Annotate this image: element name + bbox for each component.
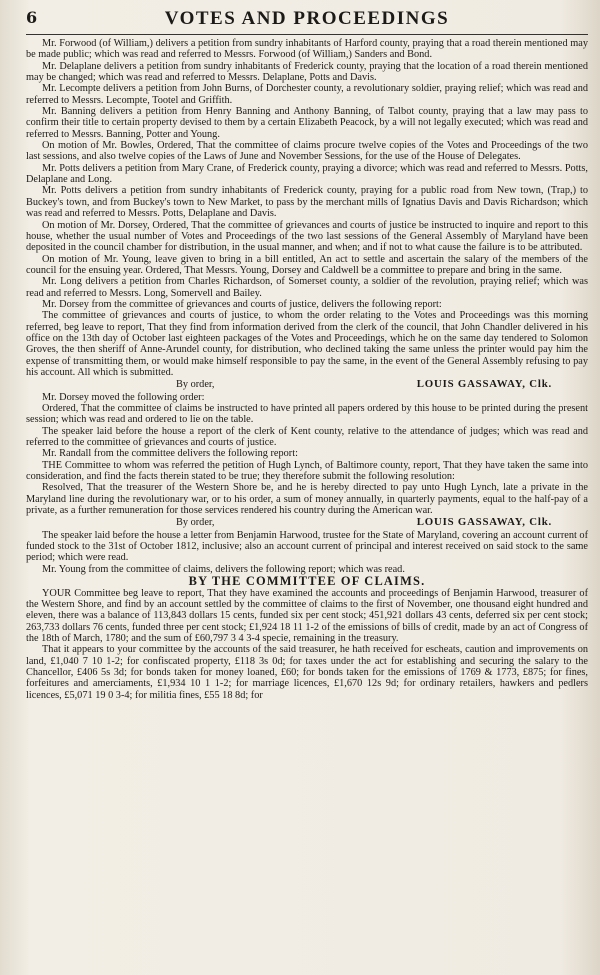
signature-block [26,517,588,528]
paragraph: Ordered, That the committee of claims be instructed to have printed all papers ordered by this house to be printed during the present session; which was read and ordered to lie on the table. [26,403,588,426]
paragraph: YOUR Committee beg leave to report, That they have examined the accounts and proceedings of Benjamin Harwood, treasurer of the Western Shore, and find by an account settled by the committee of claims to the first of November, one thousand eight hundred and eleven, there was a balance of 113,843 dollars 15 cents, funded six per cent stock; 451,921 dollars 43 cents, deferred six per cent stock; 263,733 dollars 76 cents, funded three per cent stock; £1,924 18 11 1-2 of the emissions of bills of credit, made by an act of Congress of the 18th of March, 1780; and the sum of £60,797 3 4 3-4 specie, remaining in the treasury. [26,587,588,644]
page-number: 6 [26,8,38,27]
by-order-label: By order, [176,379,215,391]
paragraph: Mr. Young from the committee of claims, delivers the following report; which was read. [42,563,405,575]
paragraph: Mr. Dorsey moved the following order: [42,391,205,403]
signature-block [26,379,588,390]
paragraph: That it appears to your committee by the accounts of the said treasurer, he hath received for escheats, caution and improvements on land, £1,040 7 10 1-2; for confiscated property, £118 3s 0d; for taxes under the act for establishing and securing the salary to the Chancellor, £406 5s 3d; for bonds taken for money loaned, £60; for bonds taken for the emissions of 1769 & 1773, £875; for fines, forfeitures and amerciaments, £1,934 10 1 1-2; for marriage licences, £1,670 12s 9d; for ordinary retailers, hawkers and pedlers licences, £5,071 19 0 3-4; for militia fines, £55 18 8d; for [26,644,588,701]
paragraph: Mr. Potts delivers a petition from Mary Crane, of Frederick county, praying a divorce; which was read and referred to Messrs. Potts, Delaplane and Long. [26,162,588,186]
paragraph: Mr. Banning delivers a petition from Henry Banning and Anthony Banning, of Talbot county, praying that a law may pass to confirm their title to certain property devised to them by a certain Elizabeth Peacock, by a will not legally executed; which was read and referred to Messrs. Banning, Potter and Young. [26,106,588,140]
paragraph: The speaker laid before the house a letter from Benjamin Harwood, trustee for the State of Maryland, covering an account current of funded stock to the 31st of October 1812, inclusive; also an account current of principal and interest received on said stock to the same period; which were read. [26,529,588,564]
paragraph: Mr. Lecompte delivers a petition from John Burns, of Dorchester county, a revolutionary soldier, praying relief; which was read and referred to Messrs. Lecompte, Tootel and Griffith. [26,83,588,106]
paragraph: Resolved, That the treasurer of the Western Shore be, and he is hereby directed to pay unto Hugh Lynch, late a private in the Maryland line during the revolutionary war, or to his order, a sum of money annually, in quarterly payments, equal to the half-pay of a private, as a further remuneration for those services rendered his country during the American war. [26,482,588,517]
paragraph: Mr. Forwood (of William,) delivers a petition from sundry inhabitants of Harford county, praying that a road therein mentioned may be made public; which was read and referred to Messrs. Forwood (of William,) Sanders and Bond. [26,38,588,61]
running-title: VOTES AND PROCEEDINGS [164,8,450,29]
paragraph: Mr. Delaplane delivers a petition from sundry inhabitants of Frederick county, praying that the location of a road therein mentioned may be changed; which was read and referred to Messrs. Delaplane, Potts and Davis. [26,60,588,84]
paragraph: Mr. Dorsey from the committee of grievances and courts of justice, delivers the following report: [42,298,442,310]
paragraph: Mr. Randall from the committee delivers the following report: [42,448,298,460]
clerk-signature: LOUIS GASSAWAY, Clk. [416,378,552,391]
body-text [26,38,588,701]
paragraph: The speaker laid before the house a report of the clerk of Kent county, relative to the attendance of judges; which was read and referred to the committee of grievances and courts of justice. [26,425,588,449]
paragraph: On motion of Mr. Bowles, Ordered, That the committee of claims procure twelve copies of the Votes and Proceedings of the two last sessions, and also twelve copies of the Laws of June and November Sessions, for the use of the House of Delegates. [26,140,588,163]
committee-heading: BY THE COMMITTEE OF CLAIMS. [188,574,426,589]
paragraph: The committee of grievances and courts of justice, to whom the order relating to the Votes and Proceedings was this morning referred, beg leave to report, That they find from information derived from the clerk of the council, that John Chandler delivered in his office on the 13th day of October last eighteen packages of the Votes and Proceedings, which he on the same day tendered to Solomon Groves, the then sheriff of Anne-Arundel county, for distribution, who declined taking the same unless the printer would pay him the expense of transmitting them, or would make himself responsible to pay the same, in the event of the General Assembly refusing to pay his account. All which is submitted. [26,310,588,378]
paragraph: Mr. Long delivers a petition from Charles Richardson, of Somerset county, a soldier of the revolution, praying relief; which was read and referred to Messrs. Long, Somervell and Bailey. [26,276,588,299]
paragraph: On motion of Mr. Dorsey, Ordered, That the committee of grievances and courts of justice be instructed to inquire and report to this house, whether the usual number of Votes and Proceedings of the two last sessions of the General Assembly of Maryland have been deposited in the council chamber for distribution, in the usual manner, and when; and if not to what cause the failure is to be attributed. [26,219,588,254]
page-header [26,8,588,35]
by-order-label: By order, [176,517,215,529]
paragraph: THE Committee to whom was referred the petition of Hugh Lynch, of Baltimore county, report, That they have taken the same into consideration, and find the facts therein stated to be true; they therefore submit the following resolution: [26,459,588,483]
paragraph: On motion of Mr. Young, leave given to bring in a bill entitled, An act to settle and ascertain the salary of the members of the council for the ensuing year. Ordered, That Messrs. Young, Dorsey and Caldwell be a committee to prepare and bring in the same. [26,253,588,276]
paragraph: Mr. Potts delivers a petition from sundry inhabitants of Frederick county, praying for a public road from New town, (Trap,) to Buckey's town, and from Buckey's town to New Market, to pass by the merchant mills of Ignatius Davis and Davis Richardson; which was read and referred to Messrs. Potts, Delaplane and Davis. [26,185,588,220]
clerk-signature: LOUIS GASSAWAY, Clk. [416,516,552,529]
